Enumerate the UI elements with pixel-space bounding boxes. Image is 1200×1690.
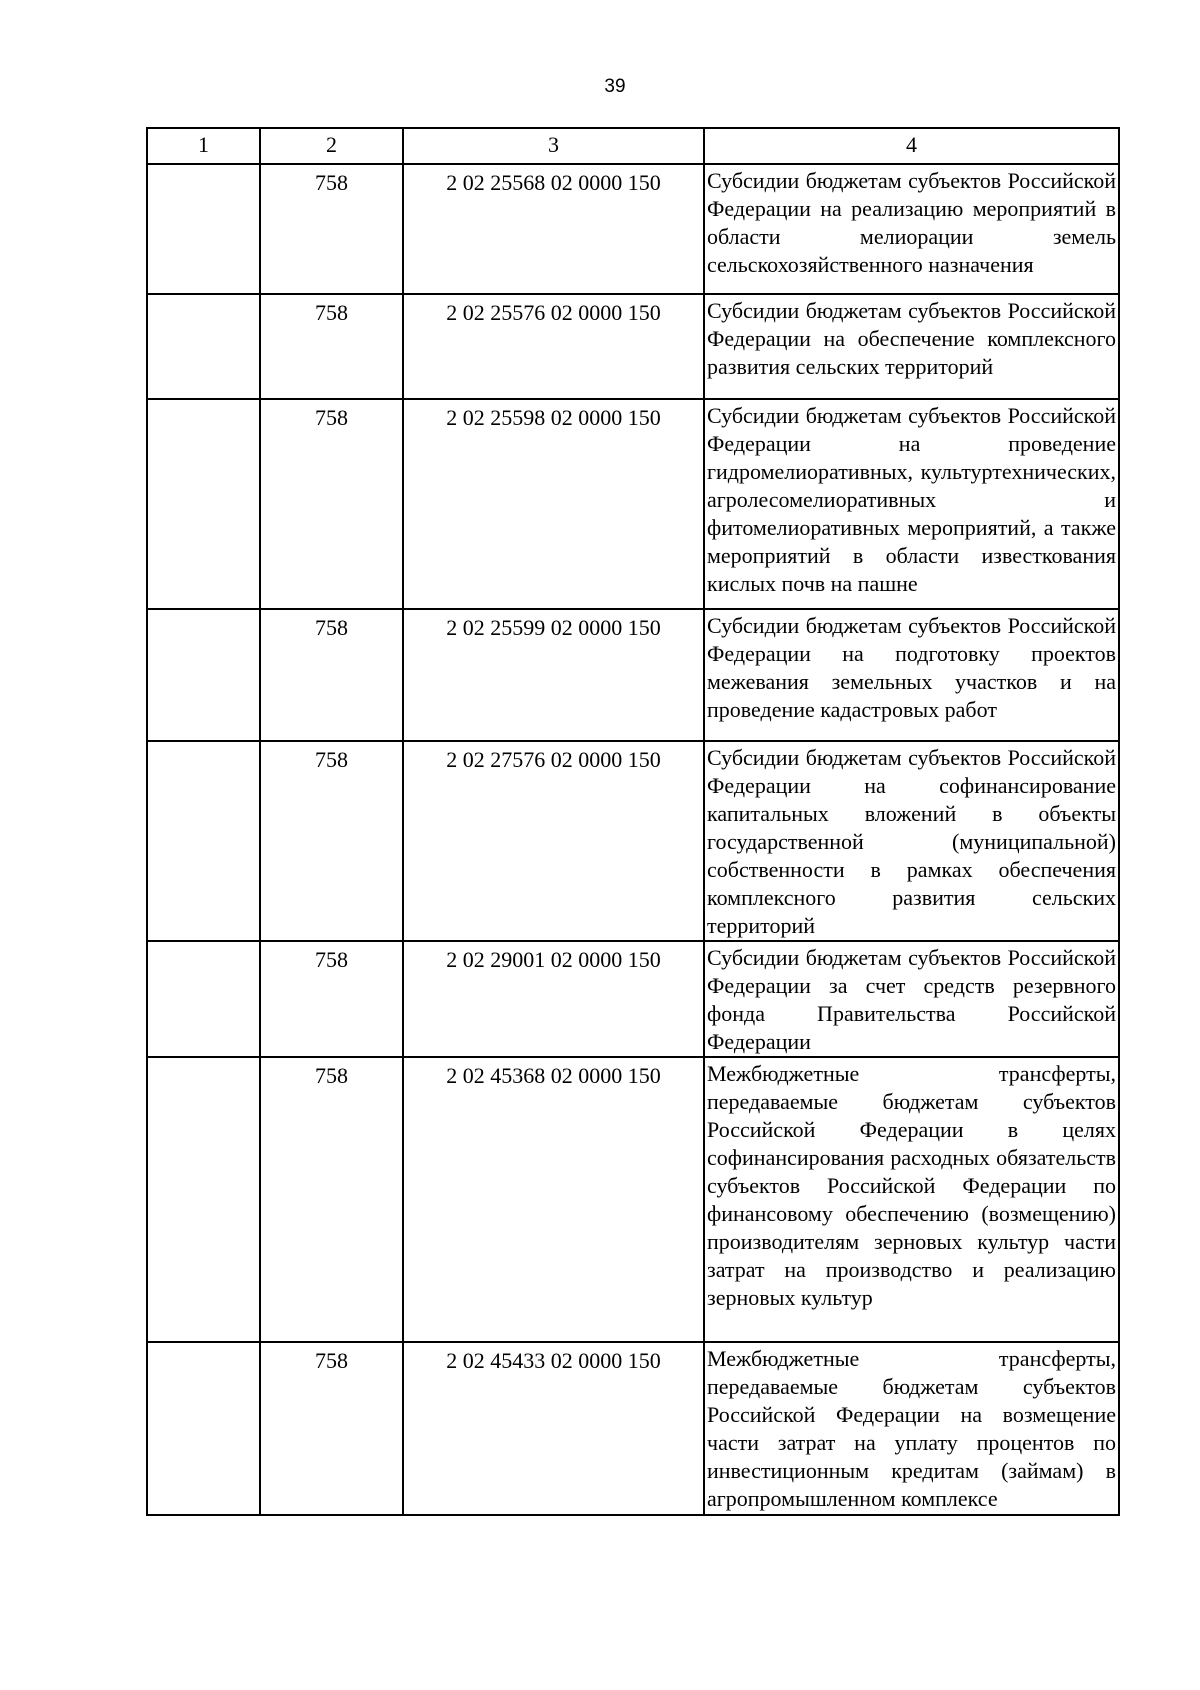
table-row xyxy=(147,1342,1119,1515)
description-cell: Субсидии бюджетам субъектов Российской Федерации на софинансирование капитальных вложений в объекты государственной (муниципальной) собственности в рамках обеспечения комплексного развития сельских территорий xyxy=(704,741,1119,941)
budget-code-cell: 2 02 45433 02 0000 150 xyxy=(403,1342,704,1515)
row-empty-cell xyxy=(147,741,260,941)
admin-code-cell: 758 xyxy=(260,164,403,294)
description-cell: Субсидии бюджетам субъектов Российской Федерации на подготовку проектов межевания земельных участков и на проведение кадастровых работ xyxy=(704,609,1119,741)
budget-code-cell: 2 02 25568 02 0000 150 xyxy=(403,164,704,294)
budget-code-cell: 2 02 25598 02 0000 150 xyxy=(403,399,704,609)
table-row xyxy=(147,741,1119,941)
budget-code-cell: 2 02 25576 02 0000 150 xyxy=(403,294,704,399)
admin-code-cell: 758 xyxy=(260,741,403,941)
admin-code-cell: 758 xyxy=(260,399,403,609)
table-row xyxy=(147,399,1119,609)
description-cell: Межбюджетные трансферты, передаваемые бюджетам субъектов Российской Федерации в целях софинансирования расходных обязательств субъектов Российской Федерации по финансовому обеспечению (возмещению) производителям зерновых культур части затрат на производство и реализацию зерновых культур xyxy=(704,1057,1119,1342)
description-cell: Субсидии бюджетам субъектов Российской Федерации на реализацию мероприятий в области мелиорации земель сельскохозяйственного назначения xyxy=(704,164,1119,294)
description-cell: Субсидии бюджетам субъектов Российской Федерации на обеспечение комплексного развития сельских территорий xyxy=(704,294,1119,399)
page-number: 39 xyxy=(604,76,626,97)
table-row xyxy=(147,609,1119,741)
table-row xyxy=(147,941,1119,1057)
budget-classification-table xyxy=(146,127,1120,1516)
admin-code-cell: 758 xyxy=(260,294,403,399)
admin-code-cell: 758 xyxy=(260,609,403,741)
row-empty-cell xyxy=(147,294,260,399)
row-empty-cell xyxy=(147,164,260,294)
admin-code-cell: 758 xyxy=(260,941,403,1057)
column-header-1: 1 xyxy=(147,128,260,164)
column-header-4: 4 xyxy=(704,128,1119,164)
admin-code-cell: 758 xyxy=(260,1057,403,1342)
column-header-2: 2 xyxy=(260,128,403,164)
row-empty-cell xyxy=(147,941,260,1057)
description-cell: Субсидии бюджетам субъектов Российской Федерации на проведение гидромелиоративных, культуртехнических, агролесомелиоративных и фитомелиоративных мероприятий, а также мероприятий в области известкования кислых почв на пашне xyxy=(704,399,1119,609)
table-row xyxy=(147,1057,1119,1342)
budget-code-cell: 2 02 25599 02 0000 150 xyxy=(403,609,704,741)
row-empty-cell xyxy=(147,399,260,609)
row-empty-cell xyxy=(147,609,260,741)
table-row xyxy=(147,294,1119,399)
row-empty-cell xyxy=(147,1342,260,1515)
table-row xyxy=(147,164,1119,294)
budget-code-cell: 2 02 29001 02 0000 150 xyxy=(403,941,704,1057)
budget-code-cell: 2 02 27576 02 0000 150 xyxy=(403,741,704,941)
column-header-3: 3 xyxy=(403,128,704,164)
budget-code-cell: 2 02 45368 02 0000 150 xyxy=(403,1057,704,1342)
description-cell: Субсидии бюджетам субъектов Российской Федерации за счет средств резервного фонда Правительства Российской Федерации xyxy=(704,941,1119,1057)
row-empty-cell xyxy=(147,1057,260,1342)
admin-code-cell: 758 xyxy=(260,1342,403,1515)
table-header-row xyxy=(147,128,1119,164)
description-cell: Межбюджетные трансферты, передаваемые бюджетам субъектов Российской Федерации на возмещение части затрат на уплату процентов по инвестиционным кредитам (займам) в агропромышленном комплексе xyxy=(704,1342,1119,1515)
